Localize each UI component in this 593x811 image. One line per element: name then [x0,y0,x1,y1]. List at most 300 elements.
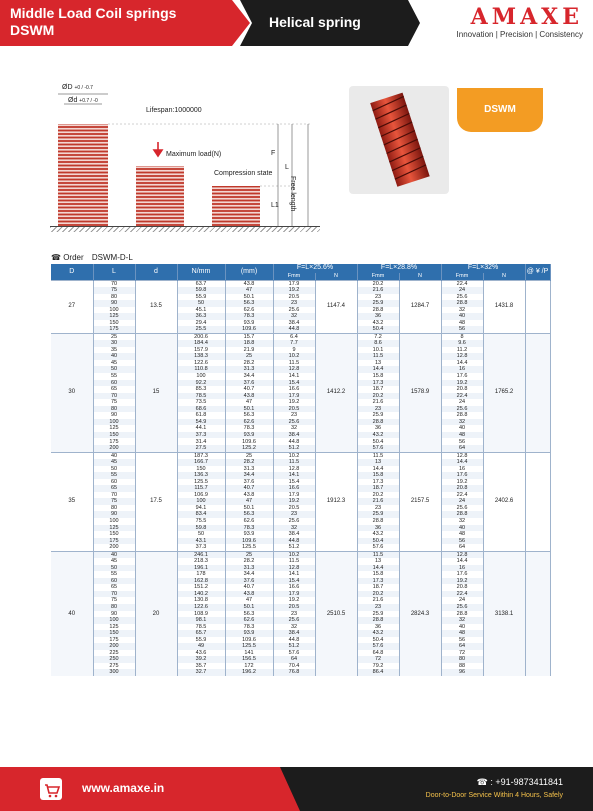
table-cell: 20.5 [273,406,315,413]
table-cell: 40 [441,624,483,631]
table-cell: 300 [93,669,135,676]
table-cell: 93.9 [225,432,273,439]
table-cell: 96 [441,669,483,676]
spring-drawing [40,80,325,240]
table-cell: 93.9 [225,320,273,327]
max-load-label: Maximum load(N) [166,151,222,158]
table-cell: 50.4 [357,438,399,445]
table-cell: 55 [93,373,135,380]
n-header: N [483,273,525,280]
table-cell: 43.6 [177,650,225,657]
table-cell: 64 [441,643,483,650]
table-cell: 17.5 [135,452,177,551]
table-cell: 75.5 [177,518,225,525]
table-cell: 196.1 [177,565,225,572]
table-cell: 32.7 [177,669,225,676]
table-cell: 25.9 [357,611,399,618]
table-cell: 25.6 [273,419,315,426]
table-cell: 23 [273,511,315,518]
table-cell: 125.2 [225,445,273,452]
phone-number [477,777,563,788]
table-cell: 75 [93,287,135,294]
col-nmm-header: N/mm [177,264,225,280]
table-cell: 47 [225,287,273,294]
table-cell: 20.8 [441,485,483,492]
table-cell: 11.2 [441,347,483,354]
table-cell: 109.6 [225,326,273,333]
table-cell: 44.8 [273,326,315,333]
table-cell: 37.3 [177,432,225,439]
table-cell: 40.7 [225,584,273,591]
table-cell: 38.4 [273,531,315,538]
table-cell: 36 [357,313,399,320]
table-cell: 150 [177,466,225,473]
table-cell: 32 [441,617,483,624]
group-28-header: F=L×28.8% [357,264,441,273]
table-cell: 93.9 [225,630,273,637]
table-cell: 8 [441,333,483,340]
header [0,0,593,46]
table-cell: 18.7 [357,584,399,591]
table-cell: 1431.8 [483,280,525,333]
table-cell: 62.6 [225,617,273,624]
table-cell: 50 [93,466,135,473]
table-cell: 32 [273,624,315,631]
id-label: Ød +0.7 / -0 [68,97,98,104]
table-cell: 39.2 [177,656,225,663]
table-cell: 27.5 [177,445,225,452]
price-cell [525,333,550,452]
table-cell: 50.4 [357,538,399,545]
table-cell: 25 [225,452,273,459]
table-cell: 28.2 [225,558,273,565]
table-cell: 48 [441,320,483,327]
table-cell: 10.2 [273,551,315,558]
table-cell: 17.6 [441,571,483,578]
table-cell: 31.4 [177,438,225,445]
table-cell: 19.2 [273,399,315,406]
table-cell: 34.4 [225,373,273,380]
table-cell: 115.7 [177,485,225,492]
table-cell: 14.1 [273,571,315,578]
table-cell: 23 [357,505,399,512]
table-cell: 246.1 [177,551,225,558]
col-mm-header: (mm) [225,264,273,280]
table-cell: 25.6 [441,406,483,413]
table-cell: 22.4 [441,492,483,499]
table-cell: 12.8 [273,366,315,373]
table-cell: 25.9 [357,511,399,518]
series-badge: DSWM [457,88,543,132]
table-cell: 100 [93,419,135,426]
table-cell: 70 [93,393,135,400]
table-cell: 80 [93,294,135,301]
table-cell: 32 [273,313,315,320]
table-cell: 75 [93,597,135,604]
table-cell: 59.8 [177,525,225,532]
table-cell: 65 [93,584,135,591]
table-cell: 56.3 [225,300,273,307]
load-arrow-icon [154,142,162,156]
table-cell: 68.6 [177,406,225,413]
table-cell: 24 [441,287,483,294]
od-label: ØD +0 / -0.7 [62,84,93,91]
table-cell: 25.6 [441,294,483,301]
table-cell: 55.9 [177,294,225,301]
table-cell: 90 [93,300,135,307]
table-cell: 28.8 [357,307,399,314]
table-cell: 15.8 [357,571,399,578]
table-cell: 2402.6 [483,452,525,551]
phone-number-text: : +91-9873411841 [490,777,563,787]
table-cell: 3138.1 [483,551,525,676]
col-l-header: L [93,264,135,280]
table-cell: 16.6 [273,584,315,591]
table-cell: 12.8 [441,551,483,558]
spec-table [51,264,551,676]
table-cell: 14.1 [273,472,315,479]
table-cell: 141 [225,650,273,657]
table-cell: 35 [51,452,93,551]
table-cell: 175 [93,538,135,545]
table-cell: 78.3 [225,624,273,631]
order-label: Order [63,253,84,262]
table-cell: 17.9 [273,492,315,499]
table-cell: 62.6 [225,307,273,314]
table-cell: 50 [177,531,225,538]
table-cell: 31.3 [225,366,273,373]
table-cell: 9.6 [441,340,483,347]
table-cell: 28.8 [357,419,399,426]
page-title [10,5,176,39]
table-cell: 17.3 [357,380,399,387]
table-cell: 18.7 [357,485,399,492]
table-cell: 30 [51,333,93,452]
table-cell: 108.9 [177,611,225,618]
table-cell: 11.5 [273,558,315,565]
order-code-value: DSWM-D-L [91,253,133,262]
website-link[interactable]: www.amaxe.in [82,781,165,795]
lifespan-label: Lifespan:1000000 [146,107,202,114]
table-cell: 50.1 [225,505,273,512]
table-cell: 78.3 [225,525,273,532]
table-cell: 1912.3 [315,452,357,551]
table-cell: 56 [441,538,483,545]
table-cell: 48 [441,432,483,439]
table-cell: 28.2 [225,360,273,367]
table-cell: 56 [441,326,483,333]
table-cell: 43.8 [225,591,273,598]
table-cell: 40 [93,452,135,459]
spring-photo-image [349,86,449,194]
table-cell: 10.2 [273,353,315,360]
table-cell: 80 [93,505,135,512]
table-cell: 23 [273,300,315,307]
table-cell: 90 [93,611,135,618]
ground-line [50,226,320,232]
table-cell: 78.5 [177,624,225,631]
table-cell: 8.6 [357,340,399,347]
price-cell [525,280,550,333]
table-cell: 47 [225,597,273,604]
table-cell: 150 [93,531,135,538]
table-cell: 49 [177,643,225,650]
table-cell: 38.4 [273,630,315,637]
table-cell: 7.2 [357,333,399,340]
table-cell: 64 [441,544,483,551]
table-cell: 62.6 [225,518,273,525]
table-cell: 151.2 [177,584,225,591]
table-row [51,326,550,333]
table-cell: 43.1 [177,538,225,545]
table-cell: 2824.3 [399,551,441,676]
table-cell: 20 [135,551,177,676]
table-cell: 64.8 [357,650,399,657]
table-cell: 50 [177,300,225,307]
table-cell: 12.8 [441,452,483,459]
table-cell: 60 [93,380,135,387]
table-cell: 45 [93,558,135,565]
table-cell: 78.3 [225,313,273,320]
table-row [51,452,550,459]
table-cell: 56 [441,438,483,445]
table-cell: 20.5 [273,505,315,512]
table-cell: 35 [93,347,135,354]
table-cell: 13 [357,360,399,367]
table-cell: 122.6 [177,360,225,367]
table-cell: 50.1 [225,294,273,301]
table-cell: 200.6 [177,333,225,340]
table-cell: 125.5 [225,643,273,650]
table-cell: 150 [93,320,135,327]
table-cell: 11.5 [357,353,399,360]
table-cell: 31.3 [225,466,273,473]
table-cell: 14.4 [357,466,399,473]
col-d-header: D [51,264,93,280]
table-cell: 25 [93,333,135,340]
table-cell: 29.4 [177,320,225,327]
table-cell: 28.8 [441,412,483,419]
table-cell: 21.9 [225,347,273,354]
title-line-2: DSWM [10,22,55,38]
table-cell: 109.6 [225,438,273,445]
table-cell: 40.7 [225,386,273,393]
table-cell: 90 [93,412,135,419]
table-cell: 178 [177,571,225,578]
table-cell: 2157.5 [399,452,441,551]
table-cell: 140.2 [177,591,225,598]
table-cell: 19.2 [273,498,315,505]
table-cell: 34.4 [225,472,273,479]
table-cell: 44.8 [273,538,315,545]
table-cell: 25.9 [357,300,399,307]
table-cell: 43.8 [225,280,273,287]
table-cell: 22.4 [441,393,483,400]
table-cell: 12.8 [273,466,315,473]
table-cell: 106.9 [177,492,225,499]
table-cell: 38.4 [273,320,315,327]
table-cell: 1578.9 [399,333,441,452]
table-cell: 200 [93,445,135,452]
table-cell: 60 [93,479,135,486]
table-cell: 125.5 [225,544,273,551]
table-cell: 200 [93,643,135,650]
table-cell: 17.3 [357,479,399,486]
table-cell: 72 [441,650,483,657]
table-cell: 32 [441,307,483,314]
table-cell: 20.5 [273,294,315,301]
table-cell: 25.5 [177,326,225,333]
table-cell: 18.7 [357,386,399,393]
table-cell: 28.2 [225,459,273,466]
table-cell: 50.1 [225,406,273,413]
table-cell: 17.9 [273,393,315,400]
table-cell: 19.2 [441,479,483,486]
spring-diagram [40,80,325,240]
table-cell: 63.7 [177,280,225,287]
table-cell: 20.8 [441,386,483,393]
table-cell: 15.8 [357,373,399,380]
brand-logo [457,6,583,39]
table-cell: 37.6 [225,479,273,486]
free-length-label: Free length [289,176,296,212]
table-cell: 150 [93,432,135,439]
table-cell: 19.2 [273,597,315,604]
table-cell: 51.2 [273,544,315,551]
table-cell: 36.3 [177,313,225,320]
table-cell: 27 [51,280,93,333]
table-cell: 16 [441,366,483,373]
table-cell: 21.6 [357,287,399,294]
table-cell: 22.4 [441,280,483,287]
table-cell: 110.8 [177,366,225,373]
table-cell: 100 [93,307,135,314]
group-32-header: F=L×32% [441,264,525,273]
table-cell: 51.2 [273,445,315,452]
table-cell: 175 [93,438,135,445]
table-cell: 98.1 [177,617,225,624]
table-cell: 218.3 [177,558,225,565]
table-cell: 16 [441,565,483,572]
table-cell: 23 [273,412,315,419]
table-row [51,280,550,287]
table-cell: 136.3 [177,472,225,479]
phone-icon: ☎ [51,253,61,262]
table-cell: 37.6 [225,578,273,585]
table-cell: 1412.2 [315,333,357,452]
n-header: N [399,273,441,280]
table-cell: 38.4 [273,432,315,439]
table-cell: 37.3 [177,544,225,551]
table-cell: 54.9 [177,419,225,426]
free-spring [58,124,108,226]
table-cell: 12.8 [273,565,315,572]
table-cell: 196.2 [225,669,273,676]
table-cell: 86.4 [357,669,399,676]
table-cell: 36 [357,624,399,631]
table-cell: 73.5 [177,399,225,406]
col-price-header: @ ¥ /P [525,264,550,280]
table-cell: 100 [177,498,225,505]
table-cell: 11.5 [357,452,399,459]
table-cell: 80 [93,604,135,611]
table-cell: 1765.2 [483,333,525,452]
table-row [51,551,550,558]
table-cell: 23 [357,294,399,301]
table-cell: 70.4 [273,663,315,670]
table-cell: 17.3 [357,578,399,585]
table-cell: 17.6 [441,373,483,380]
table-cell: 51.2 [273,643,315,650]
table-cell: 32 [441,518,483,525]
table-cell: 22.4 [441,591,483,598]
n-header: N [315,273,357,280]
table-cell: 172 [225,663,273,670]
table-cell: 50 [93,565,135,572]
table-cell: 36 [357,525,399,532]
table-cell: 25.6 [441,505,483,512]
table-cell: 50.4 [357,637,399,644]
table-cell: 25.6 [441,604,483,611]
table-cell: 225 [93,650,135,657]
table-cell: 14.4 [441,360,483,367]
table-cell: 40.7 [225,485,273,492]
table-cell: 65 [93,386,135,393]
table-cell: 28.8 [441,300,483,307]
table-cell: 11.5 [273,360,315,367]
table-cell: 15.8 [357,472,399,479]
table-cell: 50 [93,366,135,373]
table-cell: 14.4 [441,558,483,565]
table-cell: 75 [93,399,135,406]
table-cell: 13.5 [135,280,177,333]
table-cell: 19.2 [441,380,483,387]
table-cell: 43.2 [357,531,399,538]
table-cell: 62.6 [225,419,273,426]
table-cell: 125 [93,425,135,432]
table-cell: 28.8 [441,611,483,618]
price-cell [525,452,550,551]
table-cell: 21.6 [357,597,399,604]
table-cell: 57.6 [357,643,399,650]
table-cell: 32 [273,425,315,432]
f-label: F [271,150,276,157]
table-cell: 43.2 [357,432,399,439]
table-cell: 23 [273,611,315,618]
table-cell: 125.5 [177,479,225,486]
table-cell: 55 [93,571,135,578]
table-row [51,669,550,676]
table-cell: 60 [93,578,135,585]
table-cell: 14.4 [441,459,483,466]
table-cell: 56 [441,637,483,644]
table-cell: 21.6 [357,399,399,406]
table-cell: 15 [135,333,177,452]
fmm-header: Fmm [357,273,399,280]
table-cell: 19.2 [273,287,315,294]
table-cell: 40 [93,353,135,360]
table-cell: 15.4 [273,479,315,486]
table-cell: 47 [225,498,273,505]
table-cell: 13 [357,459,399,466]
table-cell: 7.7 [273,340,315,347]
table-cell: 44.1 [177,425,225,432]
table-cell: 16.6 [273,485,315,492]
table-cell: 28.8 [357,617,399,624]
table-cell: 162.8 [177,578,225,585]
table-cell: 32 [273,525,315,532]
table-cell: 15.4 [273,380,315,387]
